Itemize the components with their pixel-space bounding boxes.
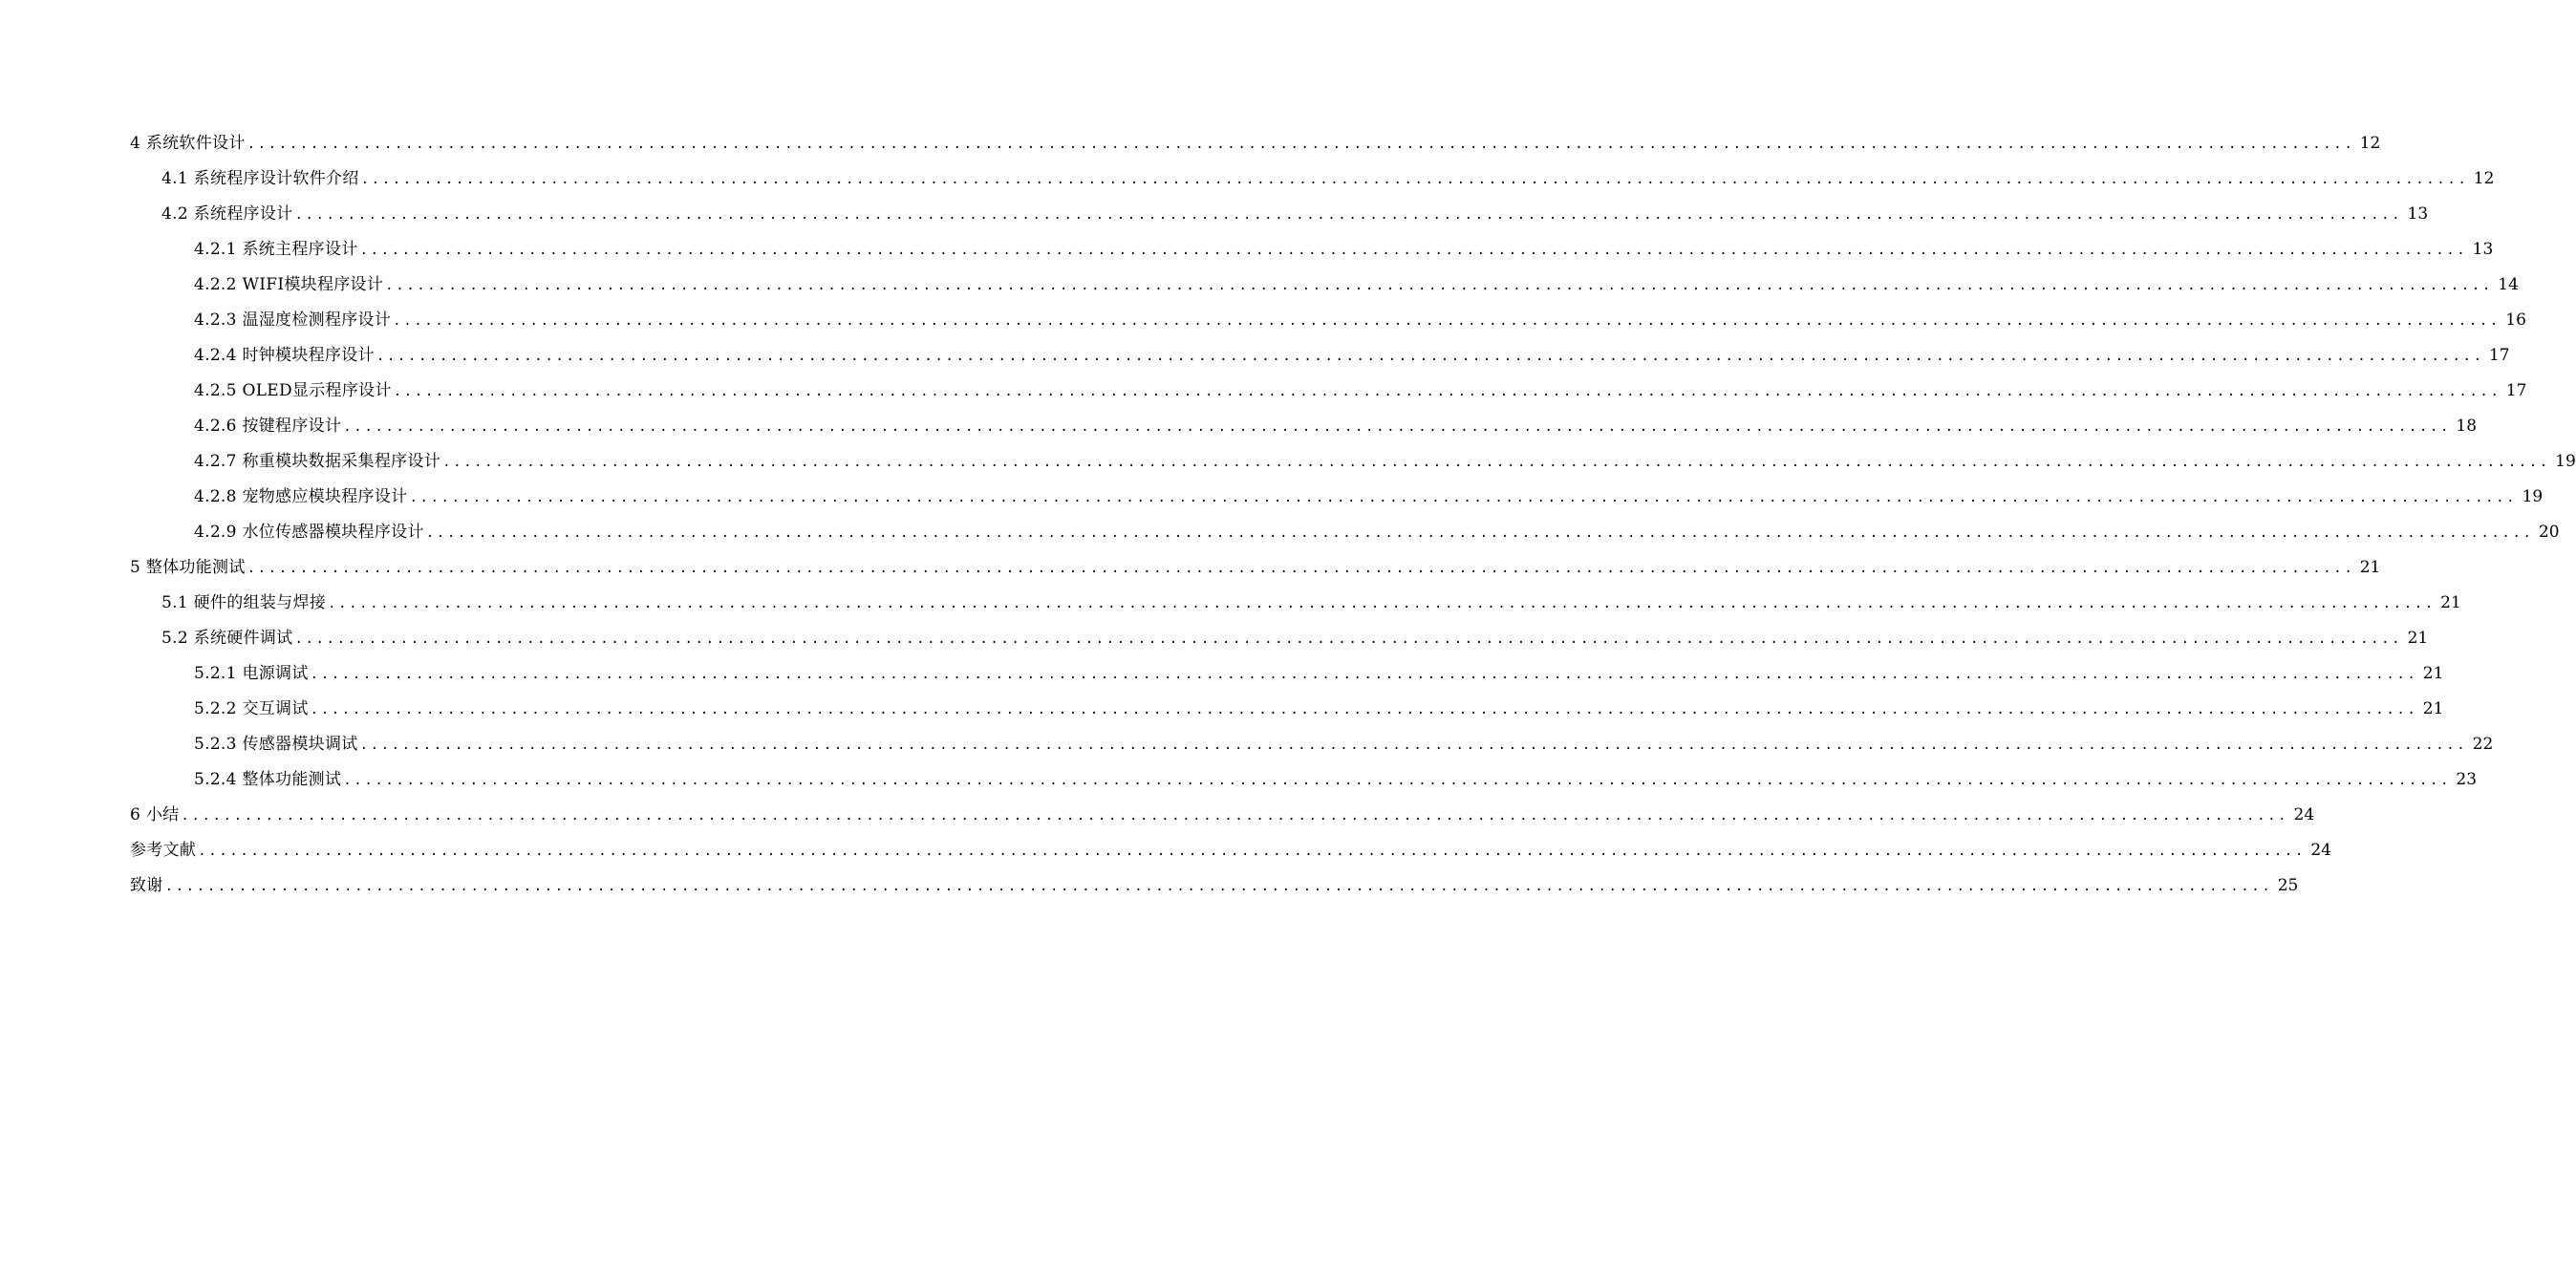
toc-entry[interactable]: [0, 798, 2315, 833]
toc-entry-label: 5.2.2 交互调试: [194, 699, 309, 718]
toc-entry[interactable]: [0, 374, 2527, 409]
toc-entry-label: 4.2 系统程序设计: [161, 204, 293, 224]
toc-entry-label: 致谢: [130, 876, 163, 895]
toc-entry-label: 4.2.1 系统主程序设计: [194, 240, 358, 259]
toc-entry[interactable]: [0, 161, 2495, 197]
toc-entry-page-number: 21: [2407, 629, 2429, 648]
toc-entry-page-number: 22: [2472, 735, 2494, 754]
table-of-contents: [0, 126, 2576, 904]
toc-entry[interactable]: [0, 197, 2429, 232]
toc-entry-label: 4.1 系统程序设计软件介绍: [161, 169, 359, 188]
toc-dot-leader: ........................................................................................................................................................................................................: [393, 313, 2501, 329]
toc-entry-page-number: 18: [2456, 417, 2478, 436]
toc-entry-page-number: 19: [2555, 452, 2576, 471]
toc-entry[interactable]: [0, 126, 2381, 161]
toc-entry-label: 4 系统软件设计: [130, 134, 246, 153]
toc-entry[interactable]: [0, 444, 2576, 480]
toc-entry-label: 4.2.9 水位传感器模块程序设计: [194, 523, 424, 542]
toc-entry[interactable]: [0, 338, 2510, 374]
toc-dot-leader: ........................................................................................................................................................................................................: [164, 879, 2273, 894]
toc-entry-label: 5.2.1 电源调试: [194, 664, 309, 683]
toc-entry[interactable]: [0, 550, 2381, 586]
toc-entry-label: 5.2 系统硬件调试: [161, 629, 293, 648]
toc-entry-label: 4.2.8 宠物感应模块程序设计: [194, 487, 408, 506]
toc-dot-leader: ........................................................................................................................................................................................................: [294, 631, 2403, 647]
toc-dot-leader: ........................................................................................................................................................................................................: [409, 490, 2518, 505]
toc-entry-page-number: 17: [2505, 381, 2527, 400]
toc-entry[interactable]: [0, 656, 2444, 692]
toc-dot-leader: ........................................................................................................................................................................................................: [198, 844, 2306, 859]
toc-entry[interactable]: [0, 762, 2478, 798]
toc-entry[interactable]: [0, 692, 2444, 727]
toc-entry-page-number: 21: [2422, 699, 2444, 718]
toc-dot-leader: ........................................................................................................................................................................................................: [343, 419, 2452, 435]
toc-entry[interactable]: [0, 409, 2478, 444]
toc-entry-page-number: 16: [2505, 310, 2526, 330]
toc-dot-leader: ........................................................................................................................................................................................................: [359, 243, 2468, 258]
toc-entry-label: 4.2.6 按键程序设计: [194, 417, 342, 436]
toc-dot-leader: ........................................................................................................................................................................................................: [393, 384, 2501, 399]
toc-entry-page-number: 13: [2472, 240, 2494, 259]
toc-entry-label: 5.2.3 传感器模块调试: [194, 735, 358, 754]
toc-entry-label: 5.2.4 整体功能测试: [194, 770, 342, 789]
toc-entry-label: 4.2.4 时钟模块程序设计: [194, 346, 375, 365]
toc-entry-page-number: 12: [2473, 169, 2495, 188]
toc-dot-leader: ........................................................................................................................................................................................................: [442, 455, 2550, 470]
toc-dot-leader: ........................................................................................................................................................................................................: [310, 667, 2418, 682]
toc-entry-label: 5 整体功能测试: [130, 558, 246, 577]
toc-entry-page-number: 21: [2440, 593, 2461, 612]
toc-entry[interactable]: [0, 833, 2331, 868]
toc-entry-label: 4.2.2 WIFI模块程序设计: [194, 275, 384, 294]
toc-dot-leader: ........................................................................................................................................................................................................: [310, 702, 2418, 717]
toc-dot-leader: ........................................................................................................................................................................................................: [360, 172, 2469, 187]
toc-entry-label: 6 小结: [130, 805, 180, 824]
toc-entry[interactable]: [0, 268, 2519, 303]
toc-entry-page-number: 23: [2456, 770, 2478, 789]
toc-entry-page-number: 21: [2359, 558, 2381, 577]
toc-dot-leader: ........................................................................................................................................................................................................: [294, 207, 2403, 223]
toc-entry[interactable]: [0, 303, 2526, 338]
toc-dot-leader: ........................................................................................................................................................................................................: [328, 596, 2436, 611]
toc-entry-page-number: 25: [2277, 876, 2299, 895]
toc-dot-leader: ........................................................................................................................................................................................................: [385, 278, 2493, 293]
toc-entry-page-number: 13: [2407, 204, 2429, 224]
toc-entry[interactable]: [0, 232, 2494, 268]
toc-entry-page-number: 12: [2359, 134, 2381, 153]
toc-entry[interactable]: [0, 621, 2429, 656]
toc-entry[interactable]: [0, 727, 2494, 762]
toc-entry-label: 4.2.7 称重模块数据采集程序设计: [194, 452, 441, 471]
toc-entry-page-number: 24: [2310, 841, 2331, 860]
toc-entry[interactable]: [0, 868, 2299, 904]
toc-entry-label: 5.1 硬件的组装与焊接: [161, 593, 327, 612]
toc-dot-leader: ........................................................................................................................................................................................................: [343, 773, 2452, 788]
toc-entry-label: 4.2.3 温湿度检测程序设计: [194, 310, 392, 330]
toc-entry-label: 4.2.5 OLED显示程序设计: [194, 381, 392, 400]
toc-dot-leader: ........................................................................................................................................................................................................: [247, 561, 2355, 576]
toc-entry[interactable]: [0, 586, 2461, 621]
toc-entry-page-number: 21: [2422, 664, 2444, 683]
toc-entry[interactable]: [0, 480, 2544, 515]
toc-entry[interactable]: [0, 515, 2560, 550]
toc-dot-leader: ........................................................................................................................................................................................................: [247, 137, 2355, 152]
toc-entry-label: 参考文献: [130, 841, 197, 860]
toc-dot-leader: ........................................................................................................................................................................................................: [425, 525, 2534, 541]
toc-entry-page-number: 20: [2538, 523, 2560, 542]
toc-entry-page-number: 17: [2488, 346, 2510, 365]
toc-entry-page-number: 19: [2522, 487, 2544, 506]
toc-dot-leader: ........................................................................................................................................................................................................: [376, 349, 2484, 364]
toc-dot-leader: ........................................................................................................................................................................................................: [181, 808, 2289, 824]
toc-dot-leader: ........................................................................................................................................................................................................: [359, 738, 2468, 753]
toc-entry-page-number: 14: [2498, 275, 2519, 294]
toc-entry-page-number: 24: [2293, 805, 2315, 824]
